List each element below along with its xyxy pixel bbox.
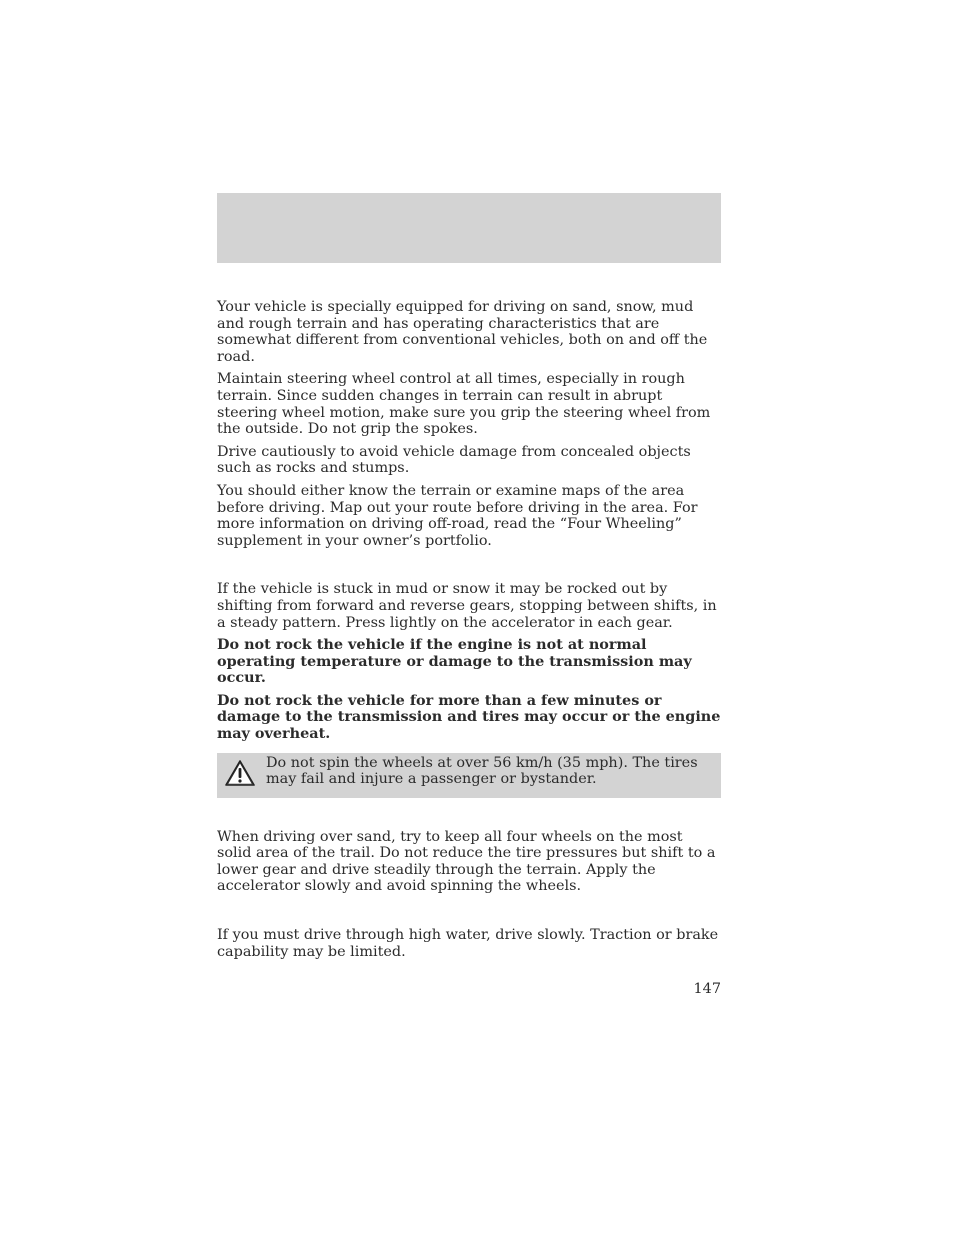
rocking-warning-2: Do not rock the vehicle for more than a few minutes or damage to the transmission and tires may occur or the engine may overheat.: [217, 691, 721, 743]
section-gap: [217, 901, 721, 927]
header-band: [217, 193, 721, 263]
warning-text: Do not spin the wheels at over 56 km/h (35 mph). The tires may fail and injure a passenger or bystander.: [266, 754, 698, 788]
water-paragraph: If you must drive through high water, drive slowly. Traction or brake capability may be limited.: [217, 927, 719, 960]
page-content: [217, 299, 721, 966]
terrain-paragraph: You should either know the terrain or examine maps of the area before driving. Map out your route before driving in the area. For more information on driving off-road, read the “Four Wheeling” supplement in your owner’s portfolio.: [217, 482, 698, 549]
warning-triangle-icon: [224, 759, 256, 787]
caution-paragraph: Drive cautiously to avoid vehicle damage from concealed objects such as rocks and stumps.: [217, 443, 691, 477]
section-gap: [217, 555, 721, 581]
steering-paragraph: Maintain steering wheel control at all times, especially in rough terrain. Since sudden changes in terrain can result in abrupt steering wheel motion, make sure you grip the steering wheel from the outside. Do not grip the spokes.: [217, 371, 711, 438]
section-gap: [217, 798, 721, 829]
stuck-paragraph: If the vehicle is stuck in mud or snow it may be rocked out by shifting from forward and reverse gears, stopping between shifts, in a steady pattern. Press lightly on the accelerator in each gear.: [217, 581, 717, 631]
sand-paragraph: When driving over sand, try to keep all four wheels on the most solid area of the trail. Do not reduce the tire pressures but shift to a lower gear and drive steadily through the terrain. Apply the accelerator slowly and avoid spinning the wheels.: [217, 828, 716, 895]
rocking-warning-1: Do not rock the vehicle if the engine is not at normal operating temperature or damage to the transmission may occur.: [217, 636, 692, 687]
intro-paragraph: Your vehicle is specially equipped for driving on sand, snow, mud and rough terrain and has operating characteristics that are somewhat different from conventional vehicles, both on and off the road.: [217, 299, 708, 365]
page-number: 147: [693, 981, 721, 997]
warning-box: [217, 753, 721, 798]
